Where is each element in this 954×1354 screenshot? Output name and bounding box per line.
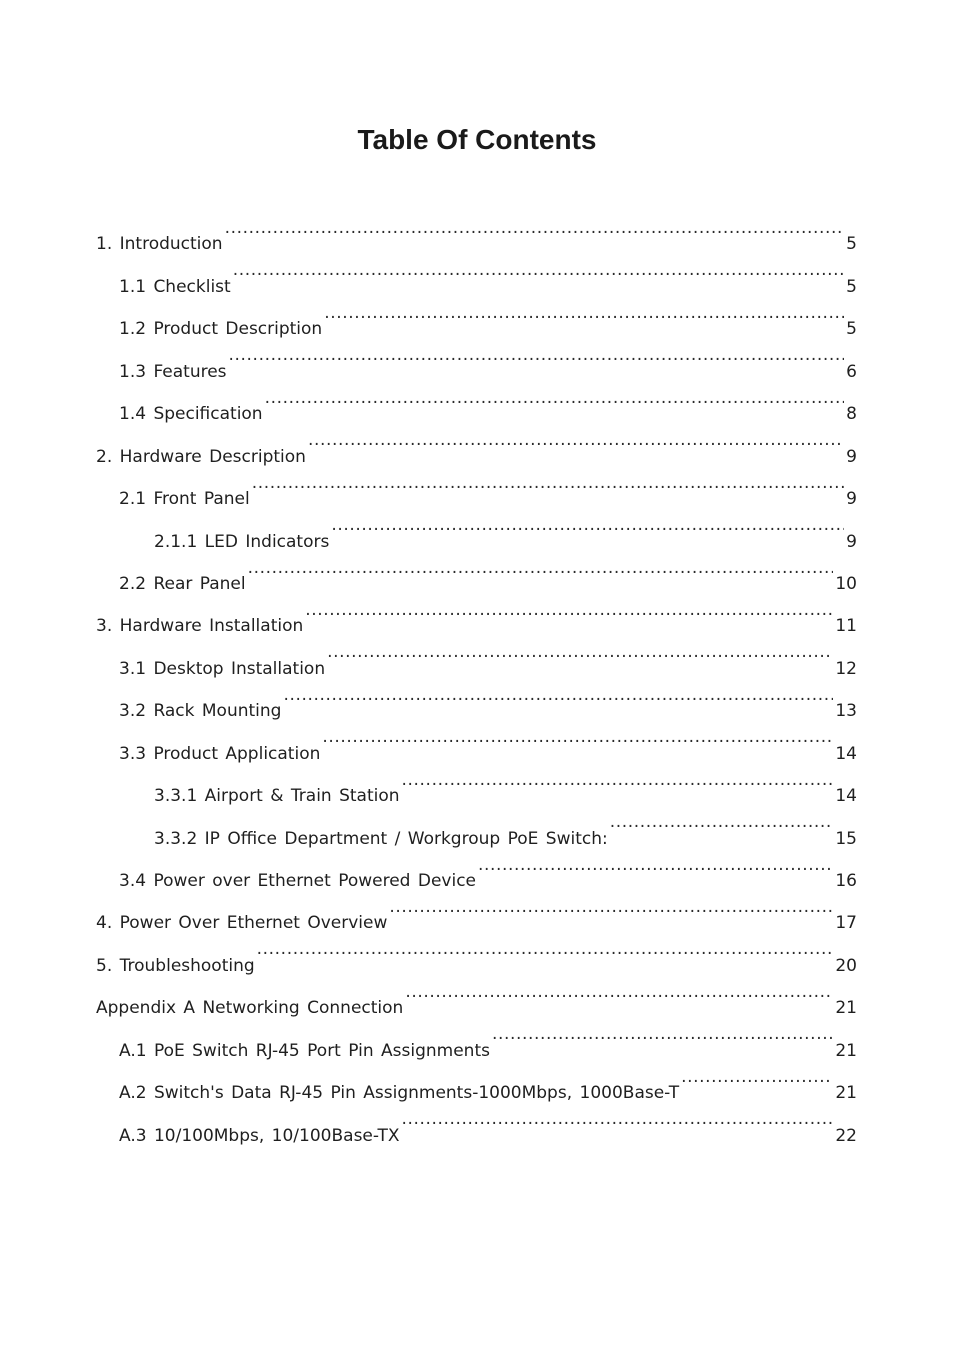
toc-page-number: 21 <box>835 1083 857 1104</box>
toc-dot-leader <box>331 504 844 546</box>
toc-entry-label: 5. Troubleshooting <box>96 955 255 976</box>
toc-page-number: 9 <box>846 489 857 510</box>
toc-page-number: 17 <box>835 913 857 934</box>
toc-entry-label: 1.3 Features <box>119 361 227 382</box>
toc-entry-label: A.1 PoE Switch RJ-45 Port Pin Assignments <box>119 1040 490 1061</box>
toc-entry-label: 1. Introduction <box>96 234 223 255</box>
toc-entry-label: 2.1.1 LED Indicators <box>154 531 330 552</box>
toc-dot-leader <box>401 1098 833 1140</box>
toc-dot-leader <box>225 207 845 249</box>
toc-entry-label: 2.2 Rear Panel <box>119 573 246 594</box>
toc-page-number: 5 <box>846 319 857 340</box>
toc-dot-leader <box>305 589 833 631</box>
toc-page-number: 16 <box>835 871 857 891</box>
toc-entry-label: 4. Power Over Ethernet Overview <box>96 913 388 934</box>
toc-page-number: 20 <box>835 955 857 976</box>
toc-entry-label: 3.1 Desktop Installation <box>119 658 326 679</box>
toc-entry-label: 1.4 Specification <box>119 404 263 425</box>
toc-dot-leader <box>402 759 834 801</box>
toc-entry[interactable] <box>0 207 954 255</box>
toc-dot-leader <box>252 462 844 504</box>
toc-dot-leader <box>389 886 833 928</box>
toc-dot-leader <box>248 547 834 589</box>
toc-dot-leader <box>283 674 833 716</box>
toc-entry-label: A.3 10/100Mbps, 10/100Base-TX <box>119 1125 400 1146</box>
toc-page-number: 21 <box>835 1040 857 1061</box>
toc-dot-leader <box>327 631 833 673</box>
toc-page-number: 14 <box>835 743 857 764</box>
toc-entry-label: A.2 Switch's Data RJ-45 Pin Assignments-1000Mbps, 1000Base-T <box>119 1083 680 1104</box>
toc-page-number: 10 <box>835 573 857 594</box>
toc-page-number: 15 <box>835 828 857 849</box>
toc-dot-leader <box>233 249 844 291</box>
page-title: Table Of Contents <box>357 124 597 155</box>
toc-dot-leader <box>257 928 834 970</box>
toc-page-number: 14 <box>835 786 857 807</box>
toc-page-number: 13 <box>835 701 857 722</box>
toc-page-number: 9 <box>846 531 857 552</box>
table-of-contents <box>0 207 954 1146</box>
toc-page-number: 21 <box>835 998 857 1019</box>
toc-page-number: 5 <box>846 276 857 297</box>
toc-dot-leader <box>229 334 845 376</box>
toc-entry-label: 2.1 Front Panel <box>119 489 250 510</box>
toc-entry-label: 3.3.2 IP Office Department / Workgroup PoE Switch: <box>154 828 608 849</box>
toc-entry[interactable] <box>0 801 954 849</box>
toc-entry-label: 3.4 Power over Ethernet Powered Device <box>119 871 477 891</box>
toc-page-number: 22 <box>835 1125 857 1146</box>
toc-page-number: 5 <box>846 234 857 255</box>
toc-page-number: 9 <box>846 446 857 467</box>
toc-dot-leader <box>492 1013 833 1055</box>
toc-page-number: 8 <box>846 404 857 425</box>
toc-entry-label: 3.3.1 Airport & Train Station <box>154 786 400 807</box>
toc-dot-leader <box>324 292 844 334</box>
toc-dot-leader <box>308 419 844 461</box>
toc-dot-leader <box>322 716 833 758</box>
toc-dot-leader <box>478 844 833 886</box>
toc-dot-leader <box>681 1056 833 1098</box>
toc-entry-label: 3. Hardware Installation <box>96 616 304 637</box>
toc-entry-label: 1.1 Checklist <box>119 276 231 297</box>
toc-dot-leader <box>265 377 845 419</box>
toc-dot-leader <box>405 971 833 1013</box>
toc-dot-leader <box>610 801 834 843</box>
toc-entry-label: Appendix A Networking Connection <box>96 998 404 1019</box>
toc-entry-label: 3.2 Rack Mounting <box>119 701 282 722</box>
toc-entry[interactable] <box>0 547 954 594</box>
toc-entry-label: 1.2 Product Description <box>119 319 323 340</box>
toc-page-number: 12 <box>835 658 857 679</box>
toc-entry-label: 3.3 Product Application <box>119 743 321 764</box>
toc-page-number: 6 <box>846 361 857 382</box>
toc-entry-label: 2. Hardware Description <box>96 446 306 467</box>
toc-page-number: 11 <box>835 616 857 637</box>
